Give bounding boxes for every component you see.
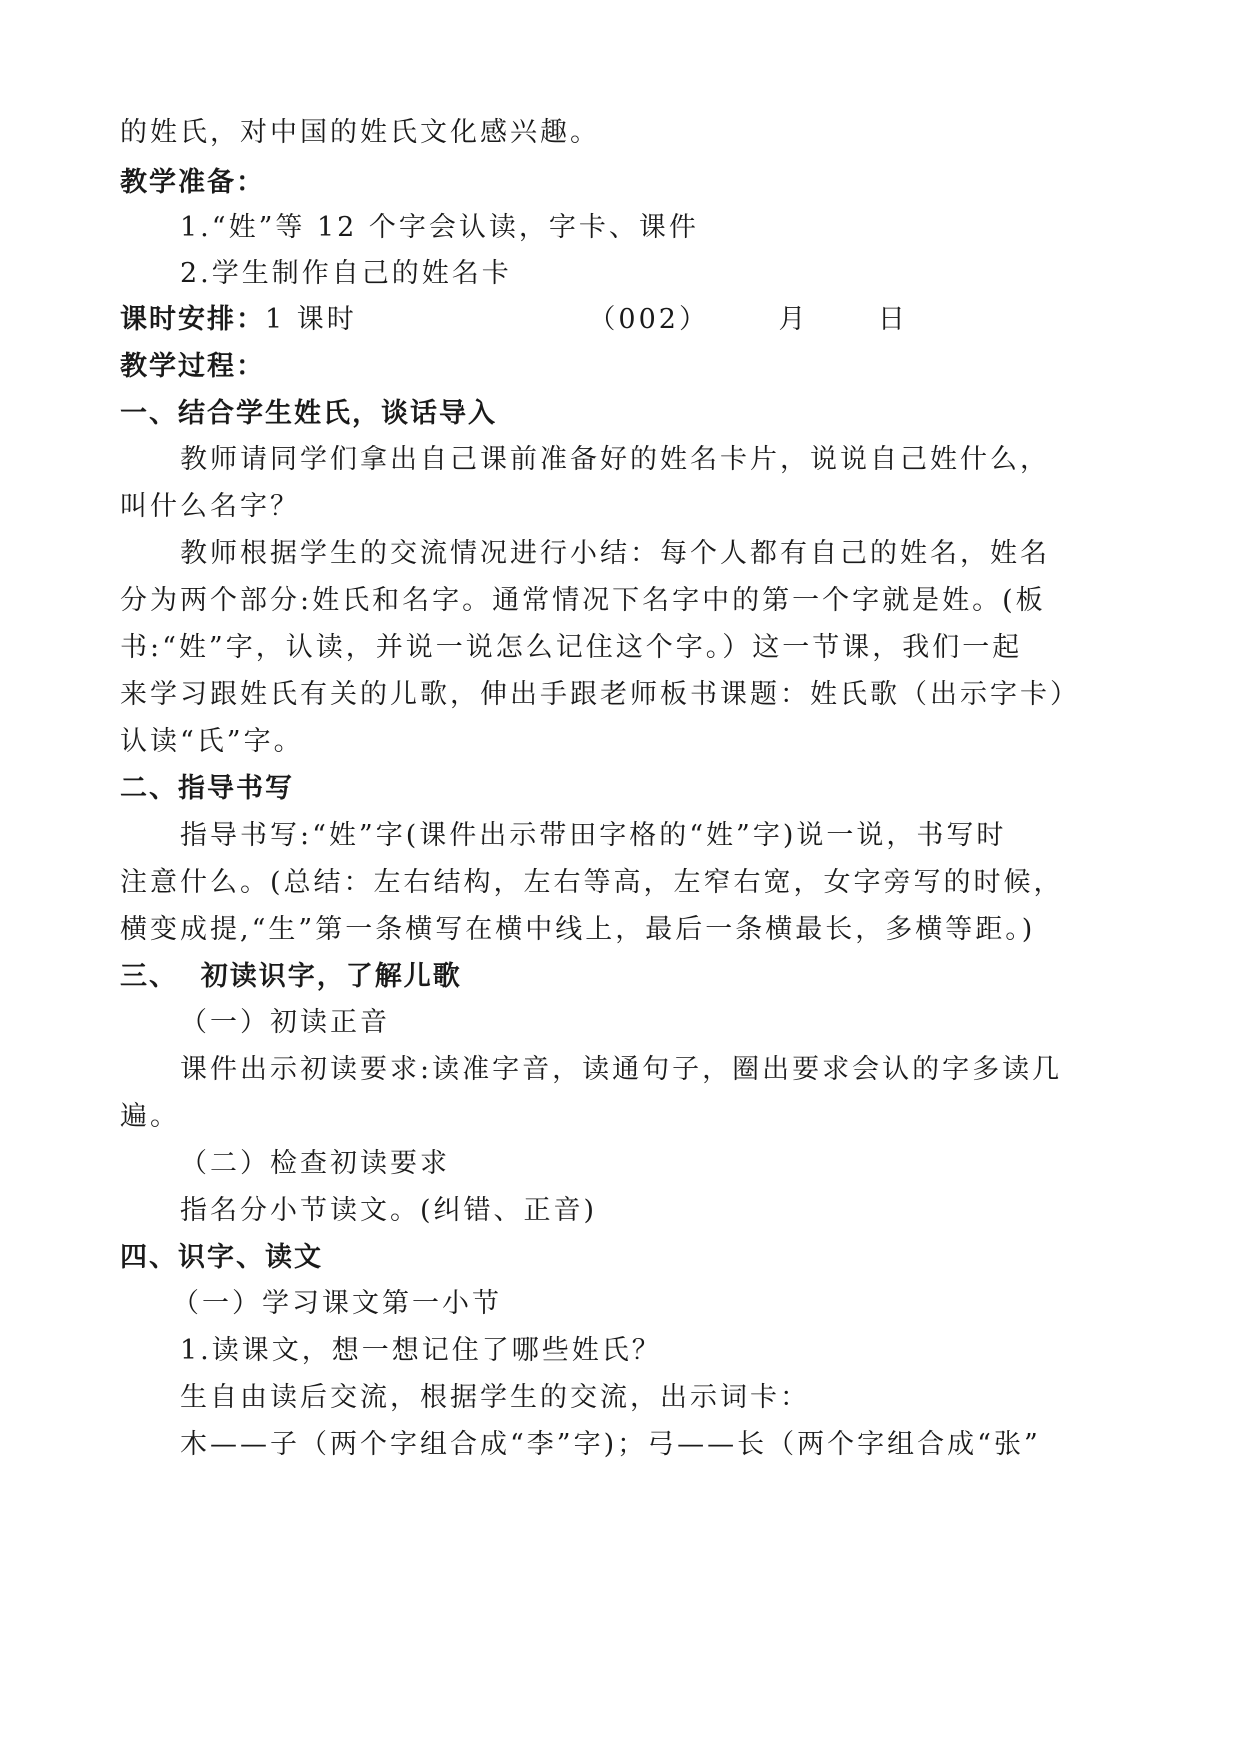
sub-heading: （一）初读正音	[180, 1007, 390, 1038]
text-line: 的姓氏，对中国的姓氏文化感兴趣。	[120, 117, 600, 148]
sub-heading: （一）学习课文第一小节	[172, 1288, 502, 1319]
section-heading-2: 二、指导书写	[120, 773, 294, 804]
schedule-line	[120, 300, 1130, 340]
text-line: 2.学生制作自己的姓名卡	[180, 258, 512, 289]
text-line: 指导书写:“姓”字(课件出示带田字格的“姓”字)说一说，书写时	[180, 820, 1007, 851]
text-line: 生自由读后交流，根据学生的交流，出示词卡：	[180, 1382, 810, 1413]
section-heading-4: 四、识字、读文	[120, 1242, 323, 1273]
text-line: 叫什么名字？	[120, 491, 300, 522]
section-heading-1: 一、结合学生姓氏，谈话导入	[120, 398, 497, 429]
schedule-value: 1 课时 （002） 月 日	[265, 304, 908, 335]
text-line: 分为两个部分:姓氏和名字。通常情况下名字中的第一个字就是姓。(板	[120, 585, 1046, 616]
text-line: 教师请同学们拿出自己课前准备好的姓名卡片，说说自己姓什么，	[180, 444, 1050, 475]
text-line: 来学习跟姓氏有关的儿歌，伸出手跟老师板书课题：姓氏歌（出示字卡）	[120, 679, 1080, 710]
text-line: 木——子（两个字组合成“李”字)；弓——长（两个字组合成“张”	[180, 1429, 1041, 1460]
text-line: 1.“姓”等 12 个字会认读，字卡、课件	[180, 212, 699, 243]
text-line: 指名分小节读文。(纠错、正音)	[180, 1195, 598, 1226]
text-line: 1.读课文，想一想记住了哪些姓氏？	[180, 1335, 662, 1366]
text-line: 遍。	[120, 1101, 180, 1132]
text-line: 注意什么。(总结：左右结构，左右等高，左窄右宽，女字旁写的时候，	[120, 867, 1064, 898]
text-line: 认读“氏”字。	[120, 726, 304, 757]
section-heading-3: 三、 初读识字，了解儿歌	[120, 961, 462, 992]
heading-teaching-prep: 教学准备：	[120, 167, 265, 198]
heading-teaching-process: 教学过程：	[120, 351, 265, 382]
sub-heading: （二）检查初读要求	[180, 1148, 450, 1179]
text-line: 教师根据学生的交流情况进行小结：每个人都有自己的姓名，姓名	[180, 538, 1050, 569]
text-line: 书:“姓”字，认读，并说一说怎么记住这个字。）这一节课，我们一起	[120, 632, 1023, 663]
text-line: 横变成提,“生”第一条横写在横中线上，最后一条横最长，多横等距。)	[120, 914, 1036, 945]
text-line: 课件出示初读要求:读准字音，读通句子，圈出要求会认的字多读几	[180, 1054, 1063, 1085]
schedule-label: 课时安排：	[120, 304, 265, 335]
